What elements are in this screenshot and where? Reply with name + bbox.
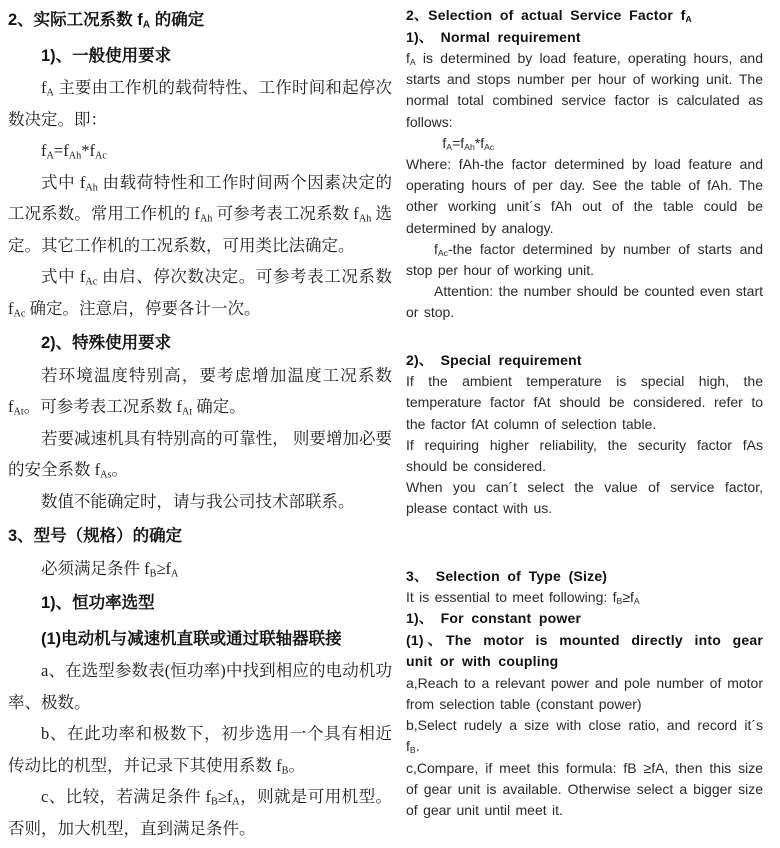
subscript: Ac [13, 308, 26, 320]
subscript: B [616, 596, 623, 607]
subscript: A [446, 141, 453, 152]
english-column-formula-3: $f_A=f_{Ah}*f_{Ac}$ [442, 134, 495, 152]
subscript: At [181, 406, 193, 418]
chinese-column-para-7: 若环境温度特别高，要考虑增加温度工况系数 $f_{At}$。可参考表工况系数 $f_{At}$ 确定。 [8, 365, 392, 418]
subscript: Ah [464, 141, 475, 152]
english-column-heading2-13: 1)、 For constant power [406, 610, 582, 627]
subscript: Ah [85, 182, 98, 194]
english-column-para-12: It is essential to meet following: $f_B\ge f_A$ [406, 589, 640, 607]
subscript: A [633, 596, 640, 607]
english-column-para-4: Where: fAh-the factor determined by load feature and operating hours of per day. See the table of fAh. The other working unit´s fAh out of the table could be determined by analogy. [406, 156, 763, 236]
subscript: Ah [358, 213, 372, 225]
chinese-column-heading2-13: (1)电动机与减速机直联或通过联轴器联接 [41, 629, 342, 648]
english-column-para-10: When you can´t select the value of service factor, please contact with us. [406, 479, 763, 517]
english-column-para-5: $f_{Ac}$-the factor determined by number of starts and stop per hour of working unit. [406, 240, 763, 279]
subscript: A [171, 568, 179, 580]
subscript: A [232, 796, 240, 808]
english-column-para-15: a,Reach to a relevant power and pole number of motor from selection table (constant power) [406, 674, 763, 712]
subscript: Ac [85, 276, 98, 288]
subscript: A [46, 150, 54, 162]
english-column-heading2-1: 1)、 Normal requirement [406, 28, 581, 45]
two-column-layout [8, 5, 780, 848]
chinese-column-para-11: 必须满足条件 $f_B\ge f_A$ [41, 558, 179, 580]
subscript: B [211, 796, 218, 808]
subscript: Ac [437, 247, 449, 258]
chinese-column-heading2-6: 2)、特殊使用要求 [41, 334, 172, 352]
english-column [406, 5, 763, 848]
subscript: A [142, 19, 151, 31]
chinese-column-para-9: 数值不能确定时，请与我公司技术部联系。 [41, 491, 355, 511]
subscript: A [685, 14, 692, 25]
english-column-heading2-7: 2)、 Special requirement [406, 351, 582, 368]
subscript: As [100, 469, 112, 481]
english-column-para-8: If the ambient temperature is special high, the temperature factor fAt should be considered. refer to the factor fAt column of selection table. [406, 373, 763, 432]
subscript: B [281, 765, 289, 777]
chinese-column-heading1-0: 2、实际工况系数 $f_A$ 的确定 [8, 11, 205, 31]
chinese-column-heading2-12: 1)、恒功率选型 [41, 594, 155, 612]
english-column-heading1-0: 2、Selection of actual Service Factor $f_A$ [406, 7, 692, 25]
english-column-para-2: $f_A$ is determined by load feature, operating hours, and starts and stops number per hour of working unit. The normal total combined service factor is calculated as follows: [406, 50, 763, 130]
subscript: A [46, 87, 54, 99]
english-column-heading2-11: 3、 Selection of Type (Size) [406, 567, 608, 584]
chinese-column-formula-3: $f_A=f_{Ah}*f_{Ac}$ [41, 141, 107, 162]
subscript: Ac [94, 150, 107, 162]
chinese-column-para-5: 式中 $f_{Ac}$ 由启、停次数决定。可参考表工况系数 $f_{Ac}$ 确定。注意启，停要各计一次。 [8, 267, 393, 320]
english-column-para-17: c,Compare, if meet this formula: fB ≥fA, then this size of gear unit is available. Otherwise select a bigger size of gear unit until meet it. [406, 759, 763, 818]
chinese-column-para-8: 若要减速机具有特别高的可靠性， 则要增加必要的安全系数 $f_{As}$。 [8, 428, 392, 481]
english-column-heading2-14: (1)、The motor is mounted directly into gear unit or with coupling [406, 631, 763, 670]
subscript: At [13, 406, 24, 418]
chinese-column [8, 5, 392, 848]
subscript: Ac [484, 141, 495, 152]
subscript: B [149, 568, 157, 580]
subscript: Ah [199, 213, 213, 225]
subscript: B [409, 745, 416, 756]
chinese-column-heading2-1: 1)、一般使用要求 [41, 46, 172, 65]
chinese-column-para-16: c、比较，若满足条件 $f_B\ge f_A$，则就是可用机型。 否则，加大机型，直到满足条件。 [8, 787, 393, 838]
subscript: Ah [68, 150, 82, 162]
english-column-para-16: b,Select rudely a size with close ratio, and record it´s $f_B$. [406, 717, 763, 756]
english-column-para-9: If requiring higher reliability, the security factor fAs should be considered. [406, 436, 763, 474]
chinese-column-para-4: 式中 $f_{Ah}$ 由载荷特性和工作时间两个因素决定的工况系数。常用工作机的 $f_{Ah}$ 可参考表工况系数 $f_{Ah}$ 选定。其它工作机的工况系数，可用类比法确定。 [8, 172, 393, 255]
chinese-column-para-14: a、在选型参数表(恒功率)中找到相应的电动机功率、极数。 [8, 661, 392, 712]
subscript: A [409, 57, 416, 68]
chinese-column-para-2: $f_A$ 主要由工作机的载荷特性、工作时间和起停次数决定。即： [8, 78, 392, 129]
english-column-para-6: Attention: the number should be counted even start or stop. [406, 283, 763, 321]
chinese-column-heading1-10: 3、型号（规格）的确定 [8, 527, 183, 545]
chinese-column-para-15: b、在此功率和极数下，初步选用一个具有相近传动比的机型，并记录下其使用系数 $f_B$。 [8, 724, 392, 777]
